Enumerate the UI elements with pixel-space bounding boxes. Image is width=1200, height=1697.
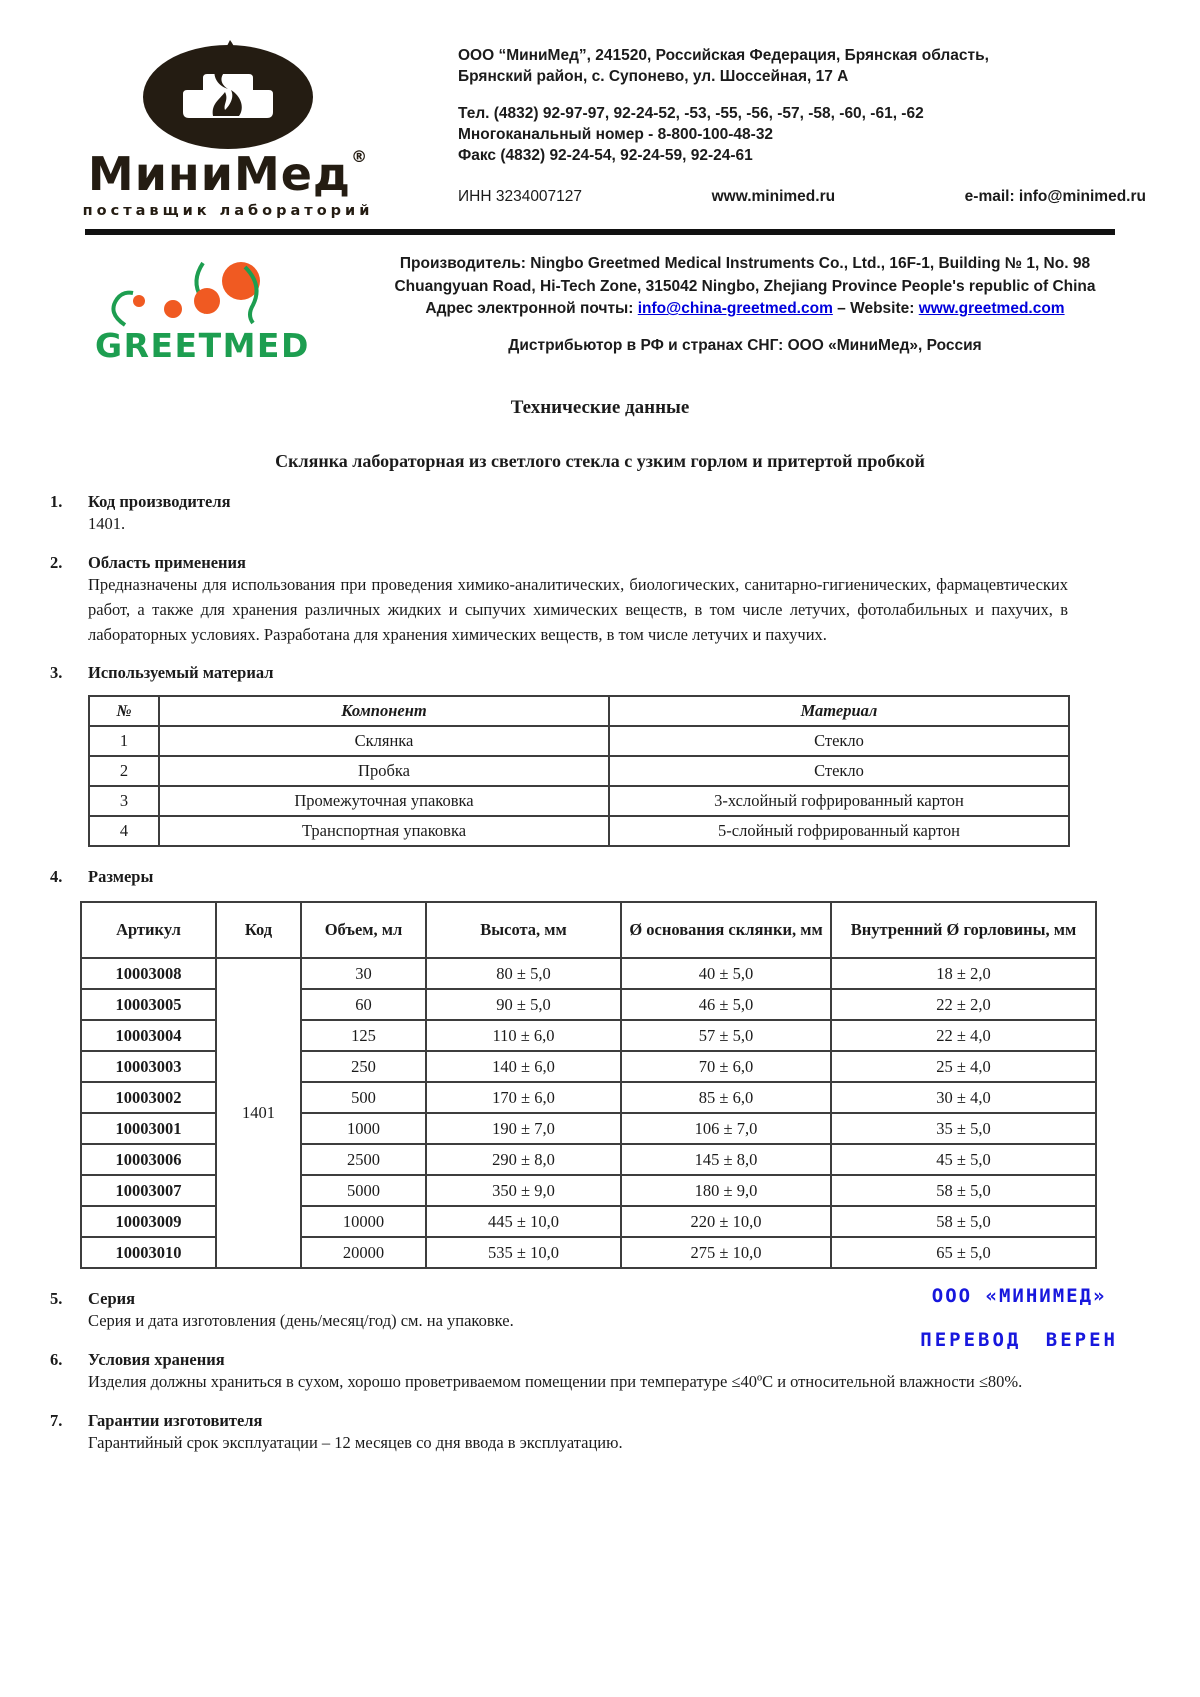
cell: 535 ± 10,0 — [426, 1237, 621, 1268]
cell: 35 ± 5,0 — [831, 1113, 1096, 1144]
cell: 140 ± 6,0 — [426, 1051, 621, 1082]
stamp-translation-correct: ПЕРЕВОД ВЕРЕН — [920, 1329, 1118, 1352]
manufacturer-line2: Chuangyuan Road, Hi-Tech Zone, 315042 Ningbo, Zhejiang Province People's republic of China — [394, 277, 1096, 295]
section-body: Серия и дата изготовления (день/месяц/год) см. на упаковке. — [88, 1311, 514, 1331]
cell: Пробка — [159, 756, 609, 786]
cell: 250 — [301, 1051, 426, 1082]
dimensions-table — [80, 901, 1097, 1269]
brand-wordmark: МиниМед® — [87, 147, 369, 201]
company-website: www.minimed.ru — [711, 187, 836, 205]
sections — [50, 492, 1150, 1455]
section-body: 1401. — [88, 514, 126, 534]
cell: 46 ± 5,0 — [621, 989, 831, 1020]
cell: 58 ± 5,0 — [831, 1206, 1096, 1237]
column-header: Код — [216, 902, 301, 958]
column-header: Материал — [609, 696, 1069, 726]
section-manufacturer-code: 1. Код производителя 1401. — [50, 492, 1150, 537]
header — [50, 34, 1150, 219]
column-header: Внутренний Ø горловины, мм — [831, 902, 1096, 958]
table-header-row — [81, 902, 1096, 958]
section-heading: Серия — [88, 1289, 136, 1309]
cell: 145 ± 8,0 — [621, 1144, 831, 1175]
company-ids — [458, 187, 1150, 208]
section-heading: Область применения — [88, 553, 246, 573]
section-application-area: 2. Область применения Предназначены для использования при проведения химико-аналитических, биологических, санитарно-гигиенических, фармацевтических работ, а также для хранения различных жидких и сыпучих химических веществ, в том числе летучих, фотолабильных и пахучих, в лабораторных условиях. Разработана для хранения химических веществ, в том числе летучих и пахучих. — [50, 553, 1150, 647]
cell: 10003008 — [81, 958, 216, 989]
section-dimensions: 4. Размеры Артикул Код Объем, мл Высота, мм Ø основания склянки, мм Внутренний Ø горловины, мм 10003008 1401 30 80 ± 5,0 40 ± 5,0 18 ± 2,0 10003005 60 90 ± 5,0 46 ± 5,0 22 ± 2,0 10003004 125 110 ± 6,0 57 ± 5,0 22 ± 4,0 10003003 250 140 ± 6,0 70 ± 6,0 25 ± 4,0 10003002 500 170 ± 6,0 85 ± 6,0 30 ± 4,0 10003001 1000 190 ± 7,0 106 ± 7,0 35 ± 5,0 10003006 2500 290 ± 8,0 145 ± 8,0 45 ± 5,0 10003007 5000 350 ± 9,0 180 ± 9,0 58 ± 5,0 10003009 10000 445 ± 10,0 220 ± 10,0 58 ± 5,0 10003010 20000 535 ± 10,0 275 ± 10,0 65 ± 5,0 — [50, 867, 1150, 1273]
cell: 3-хслойный гофрированный картон — [609, 786, 1069, 816]
cell: 10003005 — [81, 989, 216, 1020]
cell: 10003009 — [81, 1206, 216, 1237]
cell: 58 ± 5,0 — [831, 1175, 1096, 1206]
table-row — [89, 816, 1069, 846]
section-heading: Гарантии изготовителя — [88, 1410, 263, 1430]
cell: 3 — [89, 786, 159, 816]
manufacturer-email-link[interactable]: info@china-greetmed.com — [637, 300, 833, 318]
cell: 80 ± 5,0 — [426, 958, 621, 989]
section-heading: Код производителя — [88, 492, 231, 512]
section-heading: Условия хранения — [88, 1350, 225, 1370]
cell: 10003006 — [81, 1144, 216, 1175]
cell: 445 ± 10,0 — [426, 1206, 621, 1237]
cell: 350 ± 9,0 — [426, 1175, 621, 1206]
shared-code-cell: 1401 — [216, 958, 301, 1268]
table-row — [89, 786, 1069, 816]
cell: 90 ± 5,0 — [426, 989, 621, 1020]
manufacturer-links: Адрес электронной почты: info@china-greetmed.com – Website: www.greetmed.com — [425, 300, 1065, 318]
cell: 125 — [301, 1020, 426, 1051]
column-header: Объем, мл — [301, 902, 426, 958]
cell: 60 — [301, 989, 426, 1020]
column-header: Компонент — [159, 696, 609, 726]
cell: 190 ± 7,0 — [426, 1113, 621, 1144]
cell: 10003010 — [81, 1237, 216, 1268]
column-header: Артикул — [81, 902, 216, 958]
brand-tagline: поставщик лабораторий — [82, 203, 374, 220]
section-materials: 3. Используемый материал № Компонент Материал 1 Склянка Стекло 2 Пробка Стекло 3 Промежуточная упаковка 3-хслойный гофрированный картон 4 Транспортная упаковка 5-слойный гофрированный картон — [50, 663, 1150, 851]
cell: 106 ± 7,0 — [621, 1113, 831, 1144]
cell: 85 ± 6,0 — [621, 1082, 831, 1113]
company-phones: Тел. (4832) 92-97-97, 92-24-52, -53, -55, -56, -57, -58, -60, -61, -62 Многоканальный номер - 8-800-100-48-32 Факс (4832) 92-24-54, 92-24-59, 92-24-61 — [458, 104, 924, 164]
cell: 70 ± 6,0 — [621, 1051, 831, 1082]
cell: 5-слойный гофрированный картон — [609, 816, 1069, 846]
cell: 10000 — [301, 1206, 426, 1237]
manufacturer-line1: Производитель: Ningbo Greetmed Medical Instruments Co., Ltd., 16F-1, Building № 1, No. 98 — [399, 255, 1091, 273]
cell: 1000 — [301, 1113, 426, 1144]
section-body: Предназначены для использования при проведения химико-аналитических, биологических, санитарно-гигиенических, фармацевтических работ, а также для хранения различных жидких и сыпучих химических веществ, в том числе летучих, фотолабильных и пахучих, в лабораторных условиях. Разработана для хранения химических веществ, в том числе летучих и пахучих. — [88, 575, 1068, 644]
bottom-sections — [50, 1285, 1150, 1455]
section-body: Изделия должны храниться в сухом, хорошо проветриваемом помещении при температуре ≤40ºС и относительной влажности ≤80%. — [88, 1372, 1023, 1392]
cell: 22 ± 2,0 — [831, 989, 1096, 1020]
cell: 10003001 — [81, 1113, 216, 1144]
translation-stamp — [920, 1285, 1118, 1351]
cell: 10003004 — [81, 1020, 216, 1051]
cell: 170 ± 6,0 — [426, 1082, 621, 1113]
materials-table — [88, 695, 1070, 847]
table-header-row — [89, 696, 1069, 726]
distributor-line: Дистрибьютор в РФ и странах СНГ: ООО «МиниМед», Россия — [508, 336, 982, 354]
column-header: Высота, мм — [426, 902, 621, 958]
table-row — [89, 756, 1069, 786]
cell: Промежуточная упаковка — [159, 786, 609, 816]
company-address: ООО “МиниМед”, 241520, Российская Федерация, Брянская область, Брянский район, с. Супонево, ул. Шоссейная, 17 А — [458, 47, 989, 85]
page-title: Технические данные — [510, 397, 690, 419]
cell: 1 — [89, 726, 159, 756]
column-header: № — [89, 696, 159, 726]
cell: 65 ± 5,0 — [831, 1237, 1096, 1268]
company-email: e-mail: info@minimed.ru — [964, 187, 1146, 205]
cell: 57 ± 5,0 — [621, 1020, 831, 1051]
greetmed-logo-icon — [95, 255, 325, 333]
column-header: Ø основания склянки, мм — [621, 902, 831, 958]
section-body: Гарантийный срок эксплуатации – 12 месяцев со дня ввода в эксплуатацию. — [88, 1432, 623, 1452]
section-storage-conditions: 6. Условия хранения Изделия должны храниться в сухом, хорошо проветриваемом помещении при температуре ≤40ºС и относительной влажности ≤80%. — [50, 1350, 1150, 1395]
manufacturer-block — [50, 235, 1150, 371]
cell: 290 ± 8,0 — [426, 1144, 621, 1175]
cell: 275 ± 10,0 — [621, 1237, 831, 1268]
section-warranty: 7. Гарантии изготовителя Гарантийный срок эксплуатации – 12 месяцев со дня ввода в эксплуатацию. — [50, 1411, 1150, 1456]
cell: 18 ± 2,0 — [831, 958, 1096, 989]
cell: 22 ± 4,0 — [831, 1020, 1096, 1051]
cell: 110 ± 6,0 — [426, 1020, 621, 1051]
product-title: Склянка лабораторная из светлого стекла с узким горлом и притертой пробкой — [275, 451, 925, 472]
minimed-logo — [50, 34, 400, 219]
section-series: 5. Серия Серия и дата изготовления (день/месяц/год) см. на упаковке. — [50, 1289, 1150, 1334]
cell: 5000 — [301, 1175, 426, 1206]
cell: 220 ± 10,0 — [621, 1206, 831, 1237]
inn-number: ИНН 3234007127 — [458, 187, 583, 205]
registered-mark: ® — [351, 147, 369, 166]
stamp-company: ООО «МИНИМЕД» — [931, 1285, 1107, 1308]
greetmed-wordmark: GREETMED — [95, 326, 310, 366]
cell: Транспортная упаковка — [159, 816, 609, 846]
cell: 25 ± 4,0 — [831, 1051, 1096, 1082]
table-row — [81, 958, 1096, 989]
greetmed-logo — [50, 247, 350, 365]
cell: 30 ± 4,0 — [831, 1082, 1096, 1113]
manufacturer-info — [350, 247, 1150, 365]
dimensions-table-body — [81, 958, 1096, 1268]
cell: 10003003 — [81, 1051, 216, 1082]
materials-table-body — [89, 726, 1069, 846]
section-heading: Используемый материал — [88, 663, 274, 683]
cell: Стекло — [609, 726, 1069, 756]
cell: 20000 — [301, 1237, 426, 1268]
candle-flame-logo-icon — [113, 34, 343, 156]
cell: Стекло — [609, 756, 1069, 786]
table-row — [89, 726, 1069, 756]
section-heading: Размеры — [88, 867, 154, 887]
cell: 10003002 — [81, 1082, 216, 1113]
cell: 4 — [89, 816, 159, 846]
cell: Склянка — [159, 726, 609, 756]
cell: 2500 — [301, 1144, 426, 1175]
cell: 30 — [301, 958, 426, 989]
company-contacts — [400, 34, 1150, 219]
manufacturer-website-link[interactable]: www.greetmed.com — [918, 300, 1065, 318]
cell: 2 — [89, 756, 159, 786]
cell: 40 ± 5,0 — [621, 958, 831, 989]
cell: 45 ± 5,0 — [831, 1144, 1096, 1175]
cell: 10003007 — [81, 1175, 216, 1206]
cell: 500 — [301, 1082, 426, 1113]
cell: 180 ± 9,0 — [621, 1175, 831, 1206]
